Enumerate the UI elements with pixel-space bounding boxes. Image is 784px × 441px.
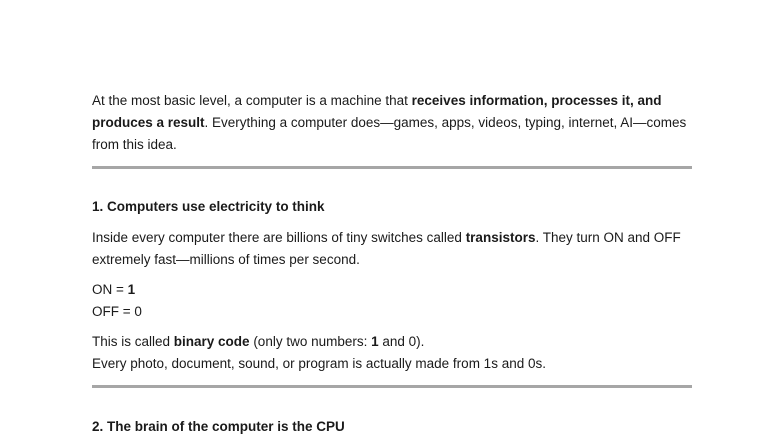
intro-paragraph: [92, 90, 692, 156]
binary-line-2: Every photo, document, sound, or program is actually made from 1s and 0s.: [92, 356, 546, 371]
intro-text-1: At the most basic level, a computer is a machine that: [92, 93, 412, 108]
intro-emphasis: receives information, processes it, and produces a result: [92, 93, 662, 130]
section-2-heading: 2. The brain of the computer is the CPU: [92, 419, 345, 434]
binary-zero: 0: [408, 334, 417, 349]
transistor-text-1: Inside every computer there are billions of tiny switches called: [92, 230, 466, 245]
transistor-term: transistors: [465, 230, 536, 245]
binary-one: 1: [371, 334, 379, 349]
on-value: 1: [127, 282, 136, 297]
section-divider: [92, 166, 692, 169]
binary-text-4: ).: [416, 334, 425, 349]
section-divider: [92, 385, 692, 388]
binary-text-1: This is called: [92, 334, 174, 349]
off-label: OFF =: [92, 304, 135, 319]
section-1-heading: 1. Computers use electricity to think: [92, 199, 325, 214]
intro-text-2: . Everything a computer does—games, apps, videos, typing, internet, AI—comes from this idea.: [92, 115, 687, 152]
binary-term: binary code: [173, 334, 250, 349]
on-off-paragraph: [92, 279, 692, 323]
binary-text-3: and: [378, 334, 409, 349]
binary-paragraph: [92, 331, 692, 375]
transistor-paragraph: [92, 227, 692, 271]
transistor-text-2: . They turn ON and OFF extremely fast—millions of times per second.: [92, 230, 681, 267]
binary-text-2: (only two numbers:: [249, 334, 372, 349]
on-label: ON =: [92, 282, 128, 297]
off-value: 0: [134, 304, 142, 319]
document-content: [92, 90, 692, 441]
